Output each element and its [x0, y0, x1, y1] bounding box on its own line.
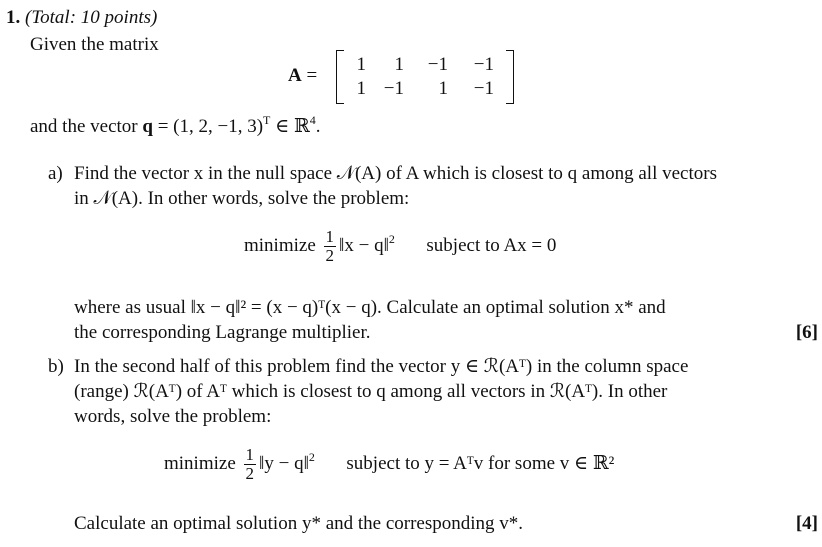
- part-b-equation: minimize $\frac{1}{2}$ ‖y − q‖$^2$ subject to y = Aᵀv for some v ∈ ℝ²: [164, 445, 615, 483]
- matrix-right-bracket: [506, 50, 514, 104]
- problem-intro: Given the matrix: [30, 34, 159, 55]
- constraint: subject to y = Aᵀv for some v ∈ ℝ²: [346, 452, 615, 474]
- matrix-cell: 1: [438, 78, 448, 99]
- part-b-line3: words, solve the problem:: [74, 406, 272, 427]
- matrix-label: A =: [288, 65, 318, 86]
- matrix-cell: 1: [394, 54, 404, 75]
- part-b-label: b): [48, 356, 64, 377]
- matrix-cell: 1: [356, 54, 366, 75]
- part-b-line1: In the second half of this problem find the vector y ∈ ℛ(Aᵀ) in the column space: [74, 356, 689, 377]
- problem-number: 1.: [6, 7, 21, 28]
- problem-header: [6, 6, 157, 30]
- matrix-a: [336, 50, 514, 102]
- part-a-line4: the corresponding Lagrange multiplier.: [74, 322, 371, 343]
- half-fraction: $\frac{1}{2}$: [325, 227, 335, 265]
- matrix-cell: −1: [473, 54, 494, 75]
- matrix-cell: −1: [473, 78, 494, 99]
- objective: ‖x − q‖: [339, 234, 389, 256]
- vector-line: and the vector q = (1, 2, −1, 3)$^T$ ∈ ℝ$^4$.: [30, 113, 321, 137]
- part-b-line4: Calculate an optimal solution y* and the corresponding v*.: [74, 513, 524, 534]
- matrix-cell: 1: [356, 78, 366, 99]
- part-a-line3: where as usual ‖x − q‖² = (x − q)ᵀ(x − q). Calculate an optimal solution x* and: [74, 297, 666, 318]
- matrix-cell: −1: [427, 54, 448, 75]
- half-fraction: $\frac{1}{2}$: [245, 445, 255, 483]
- part-a-marks: [6]: [795, 322, 818, 343]
- part-b-marks: [4]: [795, 513, 818, 534]
- minimize-text: minimize: [164, 452, 236, 474]
- part-b-line2: (range) ℛ(Aᵀ) of Aᵀ which is closest to q among all vectors in ℛ(Aᵀ). In other: [74, 381, 668, 402]
- constraint: subject to Ax = 0: [426, 234, 557, 256]
- minimize-text: minimize: [244, 234, 316, 256]
- objective: ‖y − q‖: [259, 452, 309, 474]
- part-a-line2: in 𝒩(A). In other words, solve the problem:: [74, 188, 410, 209]
- matrix-cell: −1: [383, 78, 404, 99]
- part-a-equation: minimize $\frac{1}{2}$ ‖x − q‖$^2$ subject to Ax = 0: [244, 227, 557, 265]
- problem-total: (Total: 10 points): [25, 7, 158, 28]
- part-a-line1: Find the vector x in the null space 𝒩(A) of A which is closest to q among all vectors: [74, 163, 717, 184]
- part-a-label: a): [48, 163, 63, 184]
